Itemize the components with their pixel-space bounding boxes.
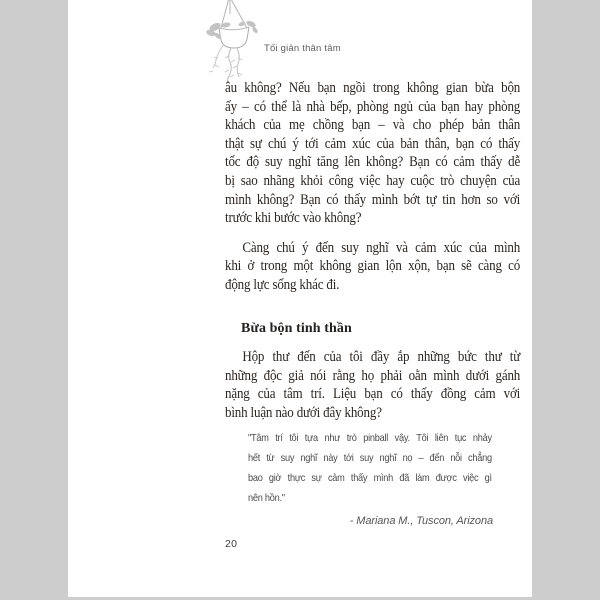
paragraph-2 [225, 239, 520, 295]
reader-quote [248, 428, 492, 508]
body-line: thật sự chú ý tới cảm xúc của bản thân, bạn có thấy [225, 135, 521, 152]
quote-attribution: - Mariana M., Tuscon, Arizona [349, 514, 493, 527]
body-line: trước khi bước vào không? [225, 210, 362, 227]
body-line: mình không? Bạn có thấy mình bớt tự tin hơn so với [225, 191, 521, 208]
body-line: khách của mẹ chồng bạn – và cho phép bản thân [225, 117, 521, 134]
body-line: bị sao nhãng khỏi công việc hay cuộc trò chuyện của [225, 172, 521, 189]
text-column [225, 79, 520, 528]
quote-line: bao giờ thực sự cảm thấy mình đã làm được việc gì [248, 471, 492, 484]
body-line: tốc độ suy nghĩ tăng lên không? Bạn có cảm thấy dễ [225, 154, 521, 171]
body-line: ấy – có thể là nhà bếp, phòng ngủ của bạn hay phòng [225, 98, 521, 115]
body-line: Càng chú ý đến suy nghĩ và cảm xúc của mình [242, 239, 521, 256]
running-title: Tối giản thân tâm [264, 43, 341, 54]
quote-line: nên hồn." [248, 491, 285, 504]
body-line: khi ở trong một không gian lộn xộn, bạn sẽ càng có [225, 258, 521, 275]
body-line: Hộp thư đến của tôi đầy ắp những bức thư từ [242, 349, 521, 366]
paragraph-3 [225, 348, 520, 422]
body-line: động lực sống khác đi. [225, 276, 340, 293]
page-number: 20 [225, 538, 238, 550]
book-page [68, 0, 532, 597]
body-line: nặng của tâm trí. Liệu bạn có thấy đồng cảm với [225, 386, 521, 403]
body-line: âu không? Nếu bạn ngồi trong không gian bừa bộn [225, 80, 521, 96]
section-heading: Bừa bộn tinh thần [241, 320, 352, 336]
body-line: những độc giả nói rằng họ phải oằn mình dưới gánh [225, 367, 521, 384]
quote-line: "Tâm trí tôi tựa như trò pinball vậy. Tôi liên tục nhảy [248, 431, 492, 444]
quote-line: hết từ suy nghĩ này tới suy nghĩ nọ – đến nỗi chẳng [248, 451, 492, 464]
body-line: bình luận nào dưới đây không? [225, 404, 382, 421]
paragraph-1 [225, 79, 520, 228]
hanging-plant-icon [204, 0, 262, 84]
